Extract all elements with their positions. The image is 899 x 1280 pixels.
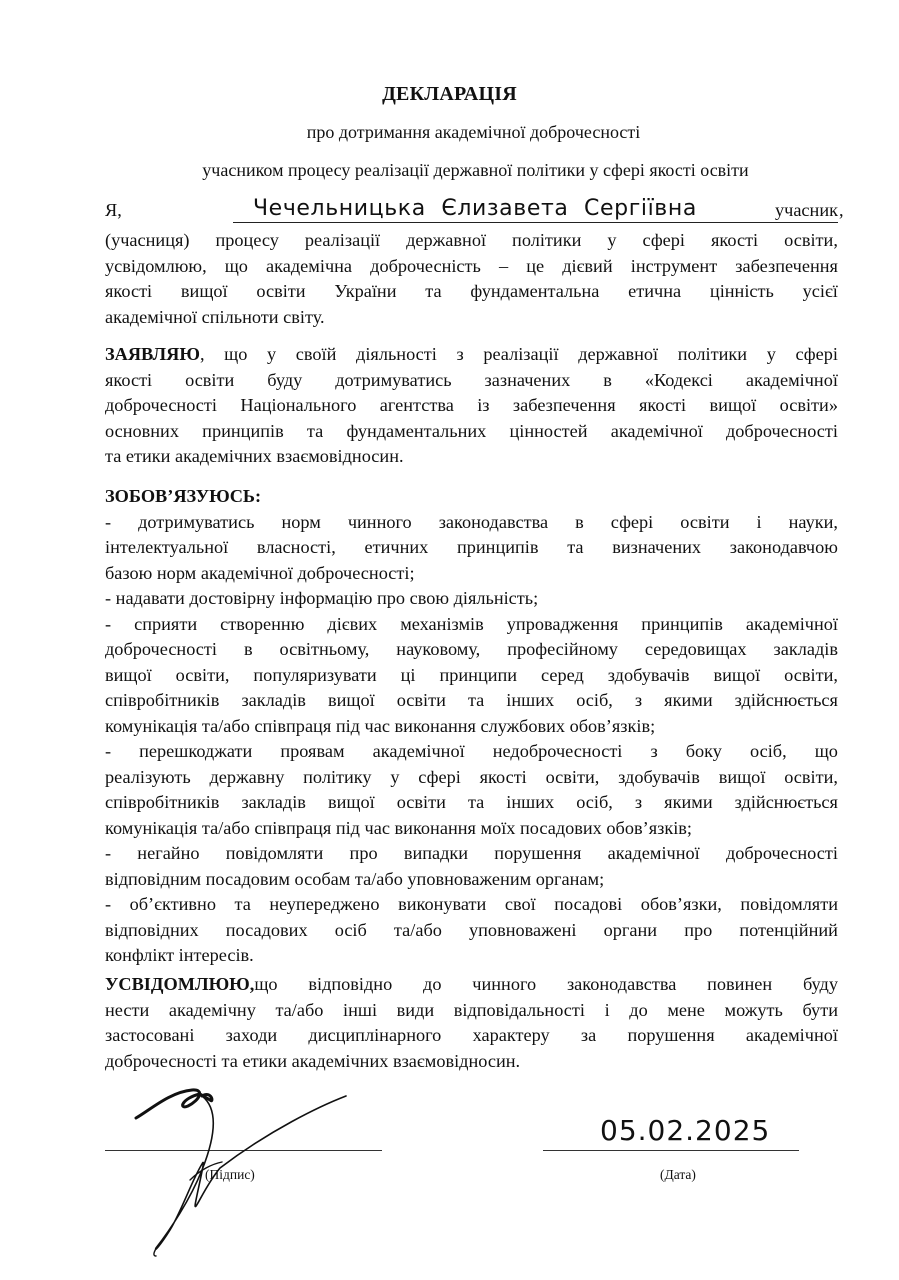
word: освіти, [784, 766, 838, 787]
commit-line: базою норм академічної доброчесності; [105, 562, 415, 583]
word: цінностей [509, 420, 588, 441]
word: професійному [507, 639, 618, 659]
declare-line: та етики академічних взаємовідносин. [105, 446, 404, 466]
word: і [756, 511, 762, 532]
word: порушення [627, 1025, 715, 1045]
word: - [105, 843, 112, 863]
word: з [456, 344, 464, 364]
word: чинного [472, 974, 537, 994]
word: освіти [256, 281, 306, 301]
word: перешкоджати [139, 741, 253, 761]
word: чинного [347, 511, 412, 532]
signature-caption: (Підпис) [205, 1167, 255, 1182]
commit-line [105, 765, 838, 791]
word: якості [479, 766, 527, 787]
word: популяризувати [253, 664, 377, 685]
word: в [603, 369, 612, 390]
word: власності, [256, 537, 336, 557]
word: буду [267, 369, 303, 390]
word: об’єктивно [129, 894, 216, 914]
word: і [604, 999, 610, 1020]
word: освіти [396, 792, 446, 812]
word: що [254, 974, 278, 994]
word: з [650, 741, 658, 761]
word: , [199, 344, 205, 364]
word: доброчесність [370, 255, 481, 276]
word: що [814, 741, 838, 761]
word: - [105, 894, 112, 914]
name-underline [233, 222, 838, 223]
word: із [477, 395, 490, 415]
word: своїй [295, 344, 337, 364]
commit-line: - надавати достовірну інформацію про свою діяльність; [105, 588, 539, 608]
aware-line [105, 1023, 838, 1049]
word: дотримуватись [138, 511, 255, 532]
name-row [105, 196, 844, 228]
word: науковому, [396, 639, 481, 659]
word: доброчесності [105, 395, 217, 415]
aware-line: доброчесності та етики академічних взаємовідносин. [105, 1050, 521, 1071]
word: інші [343, 999, 378, 1020]
word: доброчесності [105, 639, 217, 659]
commit-line [105, 841, 838, 867]
word: якості [105, 369, 153, 390]
word: академічної [745, 613, 838, 634]
word: освіти [185, 369, 235, 390]
commit-section [105, 484, 838, 969]
word: сфері [642, 230, 686, 250]
declare-first-line [105, 342, 838, 368]
word: законодавчою [729, 537, 838, 557]
word: відповідно [308, 974, 393, 994]
aware-paragraph [105, 972, 838, 1074]
word: неупереджено [269, 894, 380, 914]
aware-keyword: УСВІДОМЛЮЮ, [105, 974, 255, 994]
word: з [634, 690, 643, 710]
word: негайно [137, 843, 200, 863]
word: - [105, 511, 112, 532]
word: нести [105, 999, 150, 1020]
date-line [543, 1150, 799, 1151]
word: органи [603, 919, 658, 940]
word: в [575, 511, 584, 532]
word: та [234, 894, 251, 914]
word: академічну [168, 999, 256, 1020]
word: реалізації [304, 230, 381, 250]
word: свої [504, 894, 536, 914]
word: академічної [745, 1025, 838, 1045]
word: про [349, 843, 378, 863]
word: серед [541, 664, 584, 685]
word: боку [685, 741, 722, 761]
word: доброчесності [725, 843, 838, 863]
word: освіти, [784, 664, 838, 685]
word: сфері [795, 344, 838, 364]
word: «Кодексі [644, 369, 713, 390]
commit-line [105, 790, 838, 816]
word: здійснюється [734, 690, 838, 710]
word: створенню [220, 613, 305, 634]
word: види [396, 999, 435, 1020]
word: державної [406, 230, 487, 250]
intro-paragraph [105, 228, 838, 330]
word: законодавства [438, 511, 549, 532]
word: осіб [334, 919, 367, 940]
word: співробітників [105, 690, 220, 710]
word: та/або [393, 919, 442, 940]
word: до [423, 974, 442, 994]
word: та [567, 537, 584, 557]
word: недоброчесності [492, 741, 623, 761]
word: зазначених [484, 369, 571, 390]
commit-line [105, 663, 838, 689]
word: сфері [418, 766, 461, 787]
word: реалізації [483, 344, 559, 364]
word: вищої [327, 792, 375, 812]
word: у [390, 766, 400, 787]
word: дотримуватись [335, 369, 452, 390]
aware-first-line [105, 972, 838, 998]
declare-keyword: ЗАЯВЛЯЮ [105, 344, 200, 364]
word: політику [303, 766, 372, 787]
word: науки, [788, 511, 838, 532]
date-value: 05.02.2025 [600, 1114, 771, 1147]
word: якими [664, 690, 713, 710]
word: освіти, [545, 766, 600, 787]
word: академічної [745, 369, 838, 390]
commit-line: конфлікт інтересів. [105, 945, 254, 965]
word: сфері [610, 511, 654, 532]
word: ці [400, 664, 416, 685]
word: державної [578, 344, 659, 364]
word: освіти» [779, 395, 838, 415]
commit-line: комунікація та/або співпраця під час виконання моїх посадових обов’язків; [105, 817, 692, 838]
pronoun-ya: Я, [105, 200, 122, 220]
word: осіб, [576, 690, 613, 710]
word: забезпечення [735, 255, 838, 276]
word: та [467, 792, 485, 812]
word: відповідних [105, 919, 199, 940]
word: можуть [724, 999, 783, 1020]
word: у [267, 344, 277, 364]
commit-line [105, 739, 838, 765]
commit-line [105, 637, 838, 663]
word: виконувати [398, 894, 487, 914]
word: освіти, [784, 230, 838, 250]
word: здобувачів [618, 766, 700, 787]
word: основних [105, 420, 179, 441]
word: потенційний [739, 919, 838, 940]
word: сприяти [134, 613, 198, 634]
word: упровадження [506, 613, 619, 634]
word: агентства [379, 395, 454, 415]
word: якості [105, 281, 153, 301]
word: політики [512, 230, 582, 250]
word: усієї [802, 281, 838, 301]
word: осіб, [749, 741, 787, 761]
aware-line [105, 998, 838, 1024]
word: це [526, 255, 545, 276]
handwritten-name: Чечельницька Єлизавета Сергіївна [253, 196, 697, 221]
word: діяльності [356, 344, 437, 364]
word: та [467, 690, 485, 710]
word: середовищах [644, 639, 747, 659]
declare-first-rest [200, 342, 838, 368]
word: за [580, 1025, 597, 1045]
aware-first-rest [254, 972, 838, 998]
commit-line [105, 892, 838, 918]
word: принципів [202, 420, 284, 441]
word: цінність [709, 281, 774, 301]
word: відповідальності [453, 999, 585, 1020]
commit-line: відповідним посадовим особам та/або уповноваженим органам; [105, 868, 605, 889]
word: освітньому, [279, 639, 370, 659]
declare-line [105, 393, 838, 419]
word: - [105, 741, 112, 761]
word: повідомляти [740, 894, 838, 914]
word: повідомляти [225, 843, 324, 863]
word: етичних [364, 537, 429, 557]
word: та [425, 281, 442, 301]
word: етична [628, 281, 682, 301]
word: доброчесності [725, 420, 838, 441]
word: академічної [610, 420, 703, 441]
word: проявам [280, 741, 345, 761]
word: співробітників [105, 792, 220, 812]
word: посадові [554, 894, 623, 914]
word: бути [802, 999, 838, 1020]
word: принципів [456, 537, 539, 557]
intro-line [105, 254, 838, 280]
word: фундаментальна [470, 281, 600, 301]
word: уповноважені [469, 919, 577, 940]
word: закладів [241, 792, 306, 812]
word: (учасниця) [105, 230, 190, 250]
word: освіти [680, 511, 730, 532]
word: дієвий [562, 255, 613, 276]
word: дієвих [327, 613, 378, 634]
word: посадових [225, 919, 308, 940]
word: академічної [607, 843, 700, 863]
date-caption: (Дата) [660, 1167, 696, 1182]
commit-line [105, 510, 838, 536]
word: принципів [641, 613, 723, 634]
participant-word: учасник [774, 200, 838, 220]
word: та [306, 420, 324, 441]
word: закладів [241, 690, 306, 710]
word: принципи [439, 664, 518, 685]
word: академічна [266, 255, 353, 276]
word: вищої [709, 395, 757, 415]
word: визначених [612, 537, 702, 557]
word: академічної [372, 741, 465, 761]
word: якості [639, 395, 687, 415]
declare-line [105, 419, 838, 445]
word: здобувачів [607, 664, 690, 685]
word: обов’язки, [640, 894, 722, 914]
word: що [224, 255, 248, 276]
word: характеру [472, 1025, 550, 1045]
word: фундаментальних [346, 420, 487, 441]
declare-line [105, 368, 838, 394]
document-subtitle-1: про дотримання академічної доброчесності [306, 122, 641, 142]
word: реалізують [105, 766, 191, 787]
handwritten-signature [130, 1070, 360, 1260]
word: що [224, 344, 248, 364]
word: України [334, 281, 397, 301]
word: – [498, 255, 509, 276]
commit-heading: ЗОБОВ’ЯЗУЮСЬ: [105, 486, 262, 506]
word: процесу [215, 230, 279, 250]
commit-line [105, 918, 838, 944]
word: вищої [327, 690, 375, 710]
word: державну [209, 766, 285, 787]
word: до [629, 999, 648, 1020]
word: осіб, [576, 792, 613, 812]
word: норм [281, 511, 321, 532]
intro-line: академічної спільноти світу. [105, 306, 325, 327]
word: в [243, 639, 253, 659]
word: інших [506, 792, 555, 812]
word: у [766, 344, 776, 364]
word: у [607, 230, 617, 250]
word: інструмент [630, 255, 718, 276]
commit-line [105, 535, 838, 561]
word: з [634, 792, 643, 812]
word: вищої [713, 664, 761, 685]
word: механізмів [400, 613, 484, 634]
word: застосовані [105, 1025, 195, 1045]
word: дисциплінарного [308, 1025, 442, 1045]
commit-line [105, 688, 838, 714]
word: порушення [494, 843, 582, 863]
document-title: ДЕКЛАРАЦІЯ [382, 83, 517, 105]
word: вищої [180, 281, 228, 301]
commit-line [105, 612, 838, 638]
word: заходи [225, 1025, 278, 1045]
word: забезпечення [512, 395, 616, 415]
word: про [684, 919, 713, 940]
document-subtitle-2: учасником процесу реалізації державної політики у сфері якості освіти [202, 160, 749, 180]
word: - [105, 613, 112, 634]
word: закладів [773, 639, 838, 659]
declare-paragraph [105, 342, 838, 470]
name-comma: , [839, 200, 844, 220]
word: якості [711, 230, 759, 250]
word: освіти [396, 690, 446, 710]
intro-line [105, 279, 838, 305]
word: політики [677, 344, 748, 364]
word: повинен [707, 974, 773, 994]
commit-line: комунікація та/або співпраця під час виконання службових обов’язків; [105, 715, 656, 736]
word: здійснюється [734, 792, 838, 812]
word: якими [664, 792, 713, 812]
word: інших [506, 690, 555, 710]
word: Національного [240, 395, 357, 415]
intro-line [105, 228, 838, 254]
word: законодавства [566, 974, 677, 994]
word: вищої [105, 664, 152, 685]
word: усвідомлюю, [105, 255, 207, 276]
word: та/або [275, 999, 324, 1020]
word: інтелектуальної [105, 537, 229, 557]
word: мене [667, 999, 705, 1020]
word: випадки [403, 843, 469, 863]
word: вищої [718, 766, 766, 787]
word: буду [802, 974, 838, 994]
word: освіти, [175, 664, 230, 685]
